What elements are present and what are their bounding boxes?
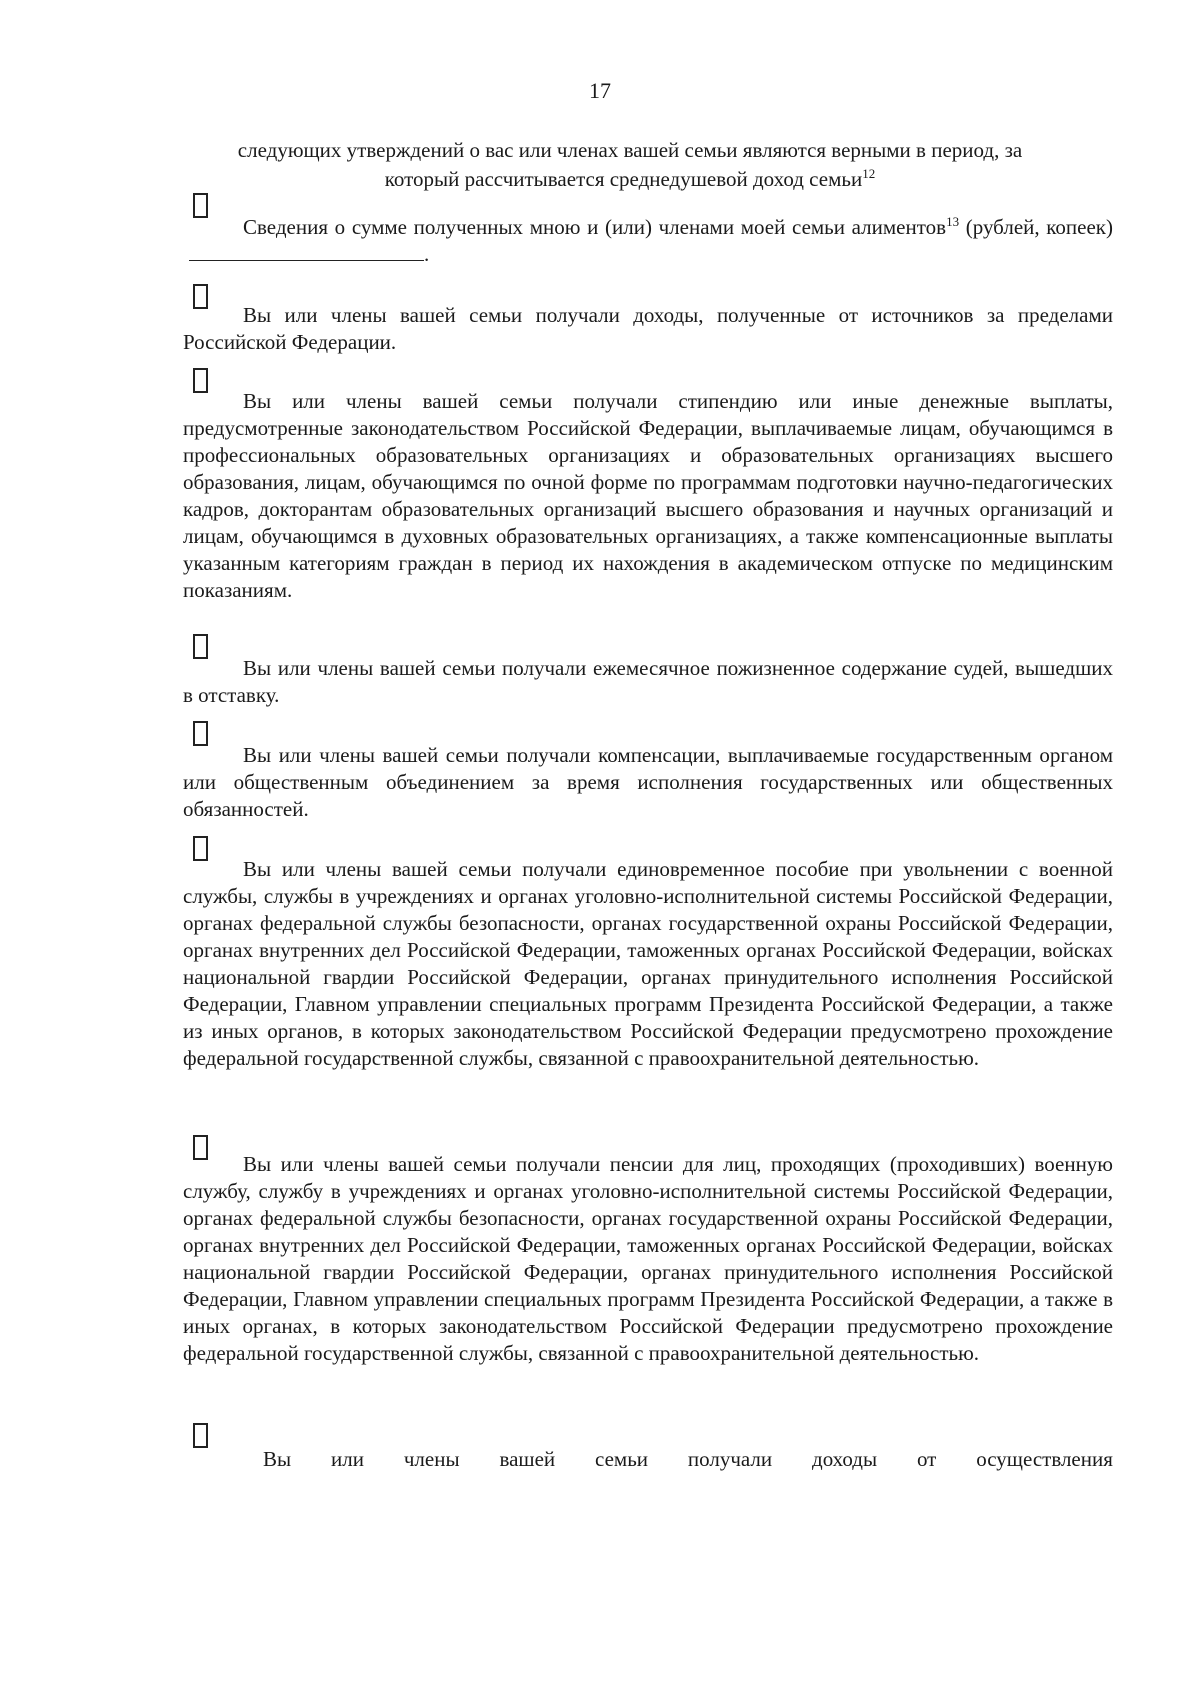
item-severance-text: Вы или члены вашей семьи получали единовременное пособие при увольнении с военной службы, службы в учреждениях и органах уголовно-исполнительной системы Российской Федерации, органах федеральной службы безопасности, органах государственной охраны Российской Федерации, органах внутренних дел Российской Федерации, таможенных органах Российской Федерации, войсках национальной гвардии Российской Федерации, органах принудительного исполнения Российской Федерации, Главном управлении специальных программ Президента Российской Федерации, а также из иных органов, в которых законодательством Российской Федерации предусмотрено прохождение федеральной государственной службы, связанной с правоохранительной деятельностью. — [183, 857, 1113, 1070]
item-service-pension-text: Вы или члены вашей семьи получали пенсии для лиц, проходящих (проходивших) военную службу, службу в учреждениях и органах уголовно-исполнительной системы Российской Федерации, органах федеральной службы безопасности, органах государственной охраны Российской Федерации, органах внутренних дел Российской Федерации, таможенных органах Российской Федерации, войсках национальной гвардии Российской Федерации, органах принудительного исполнения Российской Федерации, Главном управлении специальных программ Президента Российской Федерации, а также в иных органах, в которых законодательством Российской Федерации предусмотрено прохождение федеральной государственной службы, связанной с правоохранительной деятельностью. — [183, 1152, 1113, 1365]
item-business-income-text: Вы или члены вашей семьи получали доходы от осуществления — [263, 1447, 1113, 1471]
intro-line-1: следующих утверждений о вас или членах вашей семьи являются верными в период, за — [237, 138, 1023, 162]
checkbox-business-income[interactable] — [193, 1423, 208, 1448]
item-alimony-text: Сведения о сумме полученных мною и (или) членами моей семьи алиментов$^{13}$ (рублей, копеек). — [183, 214, 1113, 268]
alimony-amount-field[interactable] — [189, 241, 424, 261]
footnote-ref-13: 13 — [946, 214, 960, 229]
page-number: 17 — [589, 78, 611, 103]
intro-line-2: который рассчитывается среднедушевой доход семьи — [384, 167, 863, 191]
item-foreign-income-text: Вы или члены вашей семьи получали доходы, полученные от источников за пределами Российской Федерации. — [183, 303, 1113, 354]
footnote-ref-12: 12 — [862, 166, 876, 181]
item-judges-pension-text: Вы или члены вашей семьи получали ежемесячное пожизненное содержание судей, вышедших в отставку. — [183, 656, 1113, 707]
item-stipend-text: Вы или члены вашей семьи получали стипендию или иные денежные выплаты, предусмотренные законодательством Российской Федерации, выплачиваемые лицам, обучающимся в профессиональных образовательных организациях и образовательных организациях высшего образования, лицам, обучающимся по очной форме по программам подготовки научно-педагогических кадров, докторантам образовательных организаций высшего образования и научных организаций и лицам, обучающимся в духовных образовательных организациях, а также компенсационные выплаты указанным категориям граждан в период их нахождения в академическом отпуске по медицинским показаниям. — [183, 389, 1113, 602]
item-compensation-text: Вы или члены вашей семьи получали компенсации, выплачиваемые государственным органом или общественным объединением за время исполнения государственных или общественных обязанностей. — [183, 743, 1113, 821]
intro-text — [150, 136, 1110, 194]
